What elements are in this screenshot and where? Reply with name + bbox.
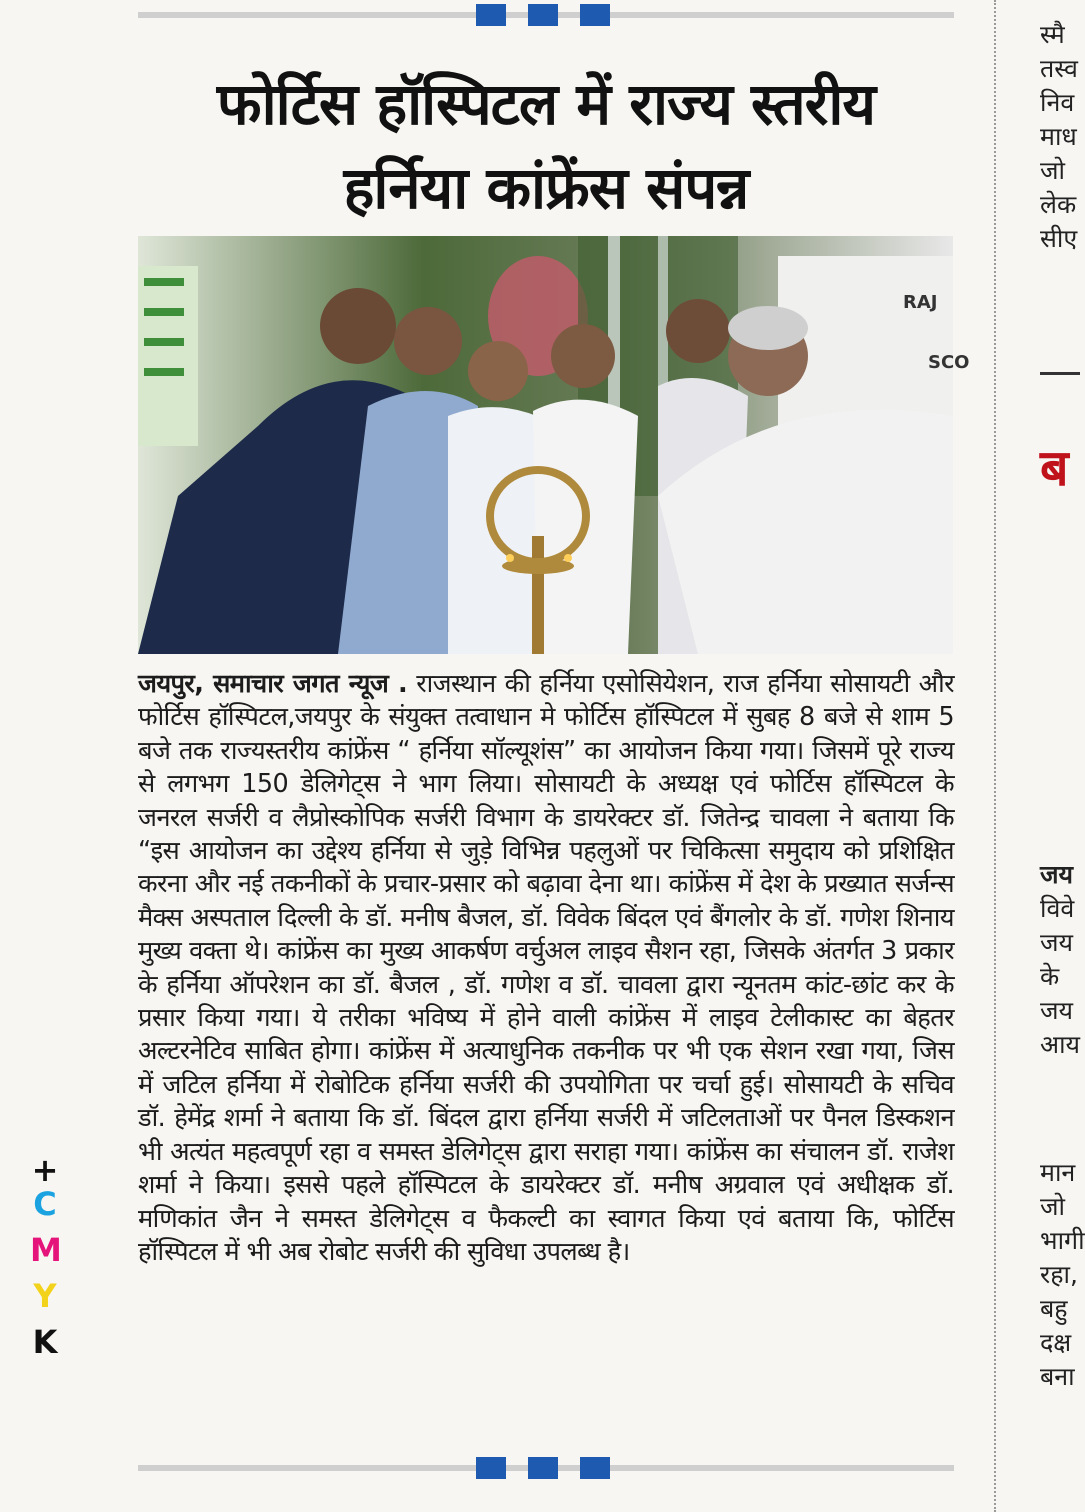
side-line: जय [1040,928,1074,957]
column-divider [994,0,996,1512]
side-line: विवे [1040,894,1075,923]
side-line: के [1040,962,1060,991]
side-line: सीए [1040,224,1078,253]
side-line: जो [1040,156,1066,185]
side-headline: ब [1040,439,1069,497]
bottom-rule-square [580,1457,610,1479]
dateline: जयपुर, समाचार जगत न्यूज . [138,669,408,699]
bottom-rule-square [528,1457,558,1479]
cmyk-m-mark: M [30,1231,62,1269]
side-line: बहु [1040,1294,1068,1323]
banner-text-2: SCO [928,352,970,373]
cmyk-y-mark: Y [33,1277,57,1315]
side-line: माध [1040,122,1077,151]
top-rule-square [580,4,610,26]
side-article-top [1040,18,1080,256]
cmyk-k-mark: K [32,1323,58,1361]
article-body [138,668,954,1269]
side-line: तस्व [1040,54,1078,83]
side-line: रहा, [1040,1260,1078,1289]
article-text: राजस्थान की हर्निया एसोसियेशन, राज हर्निया सोसायटी और फोर्टिस हॉस्पिटल,जयपुर के संयुक्त तत्वाधान मे फोर्टिस हॉस्पिटल में सुबह 8 बजे से शाम 5 बजे तक राज्यस्तरीय कांफ्रेंस “ हर्निया सॉल्यूशंस” का आयोजन किया गया। जिसमें पूरे राज्य से लगभग 150 डेलिगेट्स ने भाग लिया। सोसायटी के अध्यक्ष एवं फोर्टिस हॉस्पिटल के जनरल सर्जरी व लैप्रोस्कोपिक सर्जरी विभाग के डायरेक्टर डॉ. जितेन्द्र चावला ने बताया कि “इस आयोजन का उद्देश्य हर्निया से जुड़े विभिन्न पहलुओं पर चिकित्सा समुदाय को प्रशिक्षित करना और नई तकनीकों के प्रचार-प्रसार को बढ़ावा देना था। कांफ्रेंस में देश के प्रख्यात सर्जन्स मैक्स अस्पताल दिल्ली के डॉ. मनीष बैजल, डॉ. विवेक बिंदल एवं बैंगलोर के डॉ. गणेश शिनाय मुख्य वक्ता थे। कांफ्रेंस का मुख्य आकर्षण वर्चुअल लाइव सैशन रहा, जिसके अंतर्गत 3 प्रकार के हर्निया ऑपरेशन का डॉ. बैजल , डॉ. गणेश व डॉ. चावला द्वारा न्यूनतम कांट-छांट कर के प्रसार किया गया। ये तरीका भविष्य में होने वाली कांफ्रेंस में लाइव टेलीकास्ट का बेहतर अल्टरनेटिव साबित होगा। कांफ्रेंस में अत्याधुनिक तकनीक पर भी एक सेशन रखा गया, जिस में जटिल हर्निया में रोबोटिक हर्निया सर्जरी की उपयोगिता पर चर्चा हुई। सोसायटी के सचिव डॉ. हेमेंद्र शर्मा ने बताया कि डॉ. बिंदल द्वारा हर्निया सर्जरी में जटिलताओं पर पैनल डिस्कशन भी अत्यंत महत्वपूर्ण रहा व समस्त डेलिगेट्स द्वारा सराहा गया। कांफ्रेंस का संचालन डॉ. राजेश शर्मा ने किया। इससे पहले हॉस्पिटल के डायरेक्टर डॉ. मनीष अग्रवाल एवं अधीक्षक डॉ. मणिकांत जैन ने समस्त डेलिगेट्स व फैकल्टी का स्वागत किया एवं बताया कि, फोर्टिस हॉस्पिटल में भी अब रोबोट सर्जरी की सुविधा उपलब्ध है। [138,669,954,1267]
side-line: बना [1040,1362,1075,1391]
side-line: आय [1040,1030,1081,1059]
side-line: निव [1040,88,1075,117]
side-line: स्मै [1040,20,1065,49]
side-article-bottom [1040,1156,1085,1394]
side-article-mid [1040,858,1080,1062]
banner-text: RAJ [903,292,938,313]
top-rule-square [476,4,506,26]
side-line: दक्ष [1040,1328,1072,1357]
registration-plus-mark: + [31,1151,59,1189]
bottom-rule-square [476,1457,506,1479]
event-photo [138,236,970,654]
side-line: मान [1040,1158,1076,1187]
side-line: जय [1040,860,1074,889]
side-line: जय [1040,996,1074,1025]
lamp-lighting-photo [138,236,970,654]
side-line: जो [1040,1192,1066,1221]
side-divider [1040,372,1080,375]
headline-line-2: हर्निया कांफ्रेंस संपन्न [343,154,749,222]
side-line: लेक [1040,190,1077,219]
cmyk-c-mark: C [33,1185,57,1223]
top-rule-square [528,4,558,26]
side-line: भागी [1040,1226,1085,1255]
headline-line-1: फोर्टिस हॉस्पिटल में राज्य स्तरीय [216,70,876,138]
